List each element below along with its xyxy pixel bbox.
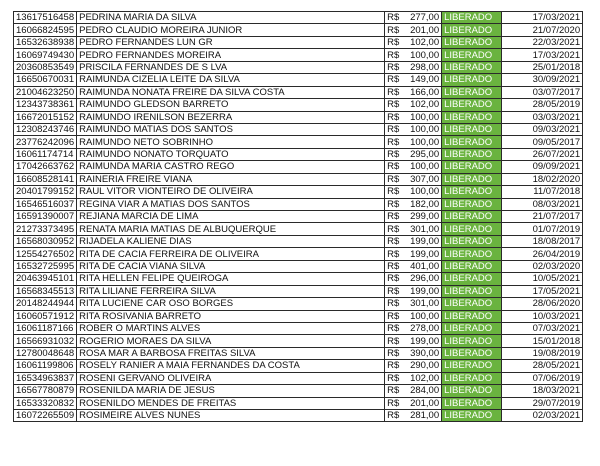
table-row: [14, 173, 583, 185]
value-cell: 298,00: [403, 61, 442, 73]
name-cell: PRISCILA FERNANDES DE S LVA: [77, 61, 385, 73]
table-row: [14, 285, 583, 297]
status-badge: LIBERADO: [442, 12, 502, 24]
name-cell: RAIMUNDO NONATO TORQUATO: [77, 148, 385, 160]
cpf-cell: 16061187166: [14, 322, 77, 334]
name-cell: RENATA MARIA MATIAS DE ALBUQUERQUE: [77, 223, 385, 235]
table-row: [14, 111, 583, 123]
table-row: [14, 74, 583, 86]
name-cell: RAINERIA FREIRE VIANA: [77, 173, 385, 185]
value-cell: 149,00: [403, 74, 442, 86]
date-cell: 17/03/2021: [502, 49, 583, 61]
value-cell: 281,00: [403, 410, 442, 422]
date-cell: 28/06/2020: [502, 298, 583, 310]
value-cell: 102,00: [403, 36, 442, 48]
status-badge: LIBERADO: [442, 335, 502, 347]
currency-cell: R$: [385, 211, 404, 223]
value-cell: 166,00: [403, 86, 442, 98]
date-cell: 09/09/2021: [502, 161, 583, 173]
status-badge: LIBERADO: [442, 123, 502, 135]
currency-cell: R$: [385, 136, 404, 148]
cpf-cell: 16672015152: [14, 111, 77, 123]
cpf-cell: 16568345513: [14, 285, 77, 297]
value-cell: 199,00: [403, 335, 442, 347]
cpf-cell: 23776242096: [14, 136, 77, 148]
date-cell: 07/03/2021: [502, 322, 583, 334]
value-cell: 307,00: [403, 173, 442, 185]
name-cell: ROSELY RANIER A MAIA FERNANDES DA COSTA: [77, 360, 385, 372]
status-badge: LIBERADO: [442, 347, 502, 359]
value-cell: 201,00: [403, 24, 442, 36]
name-cell: RITA DE CACIA VIANA SILVA: [77, 260, 385, 272]
value-cell: 100,00: [403, 111, 442, 123]
value-cell: 100,00: [403, 310, 442, 322]
currency-cell: R$: [385, 260, 404, 272]
table-row: [14, 335, 583, 347]
status-badge: LIBERADO: [442, 111, 502, 123]
status-badge: LIBERADO: [442, 285, 502, 297]
name-cell: RAIMUNDO NETO SOBRINHO: [77, 136, 385, 148]
cpf-cell: 12343738361: [14, 99, 77, 111]
status-badge: LIBERADO: [442, 260, 502, 272]
name-cell: ROSENILDO MENDES DE FREITAS: [77, 397, 385, 409]
date-cell: 30/09/2021: [502, 74, 583, 86]
name-cell: PEDRO FERNANDES LUN GR: [77, 36, 385, 48]
status-badge: LIBERADO: [442, 36, 502, 48]
date-cell: 03/03/2021: [502, 111, 583, 123]
date-cell: 01/07/2019: [502, 223, 583, 235]
table-body: [14, 12, 583, 422]
status-badge: LIBERADO: [442, 310, 502, 322]
currency-cell: R$: [385, 61, 404, 73]
currency-cell: R$: [385, 86, 404, 98]
cpf-cell: 16546516037: [14, 198, 77, 210]
date-cell: 18/08/2017: [502, 235, 583, 247]
date-cell: 03/07/2017: [502, 86, 583, 98]
table-row: [14, 248, 583, 260]
cpf-cell: 20148244944: [14, 298, 77, 310]
value-cell: 199,00: [403, 285, 442, 297]
name-cell: PEDRINA MARIA DA SILVA: [77, 12, 385, 24]
name-cell: RITA LUCIENE CAR OSO BORGES: [77, 298, 385, 310]
cpf-cell: 20463945101: [14, 273, 77, 285]
status-badge: LIBERADO: [442, 273, 502, 285]
table-row: [14, 385, 583, 397]
cpf-cell: 16066824595: [14, 24, 77, 36]
name-cell: RIJADELA KALIENE DIAS: [77, 235, 385, 247]
value-cell: 100,00: [403, 123, 442, 135]
cpf-cell: 16072265509: [14, 410, 77, 422]
beneficiary-table: [13, 11, 583, 422]
table-row: [14, 372, 583, 384]
table-row: [14, 310, 583, 322]
status-badge: LIBERADO: [442, 198, 502, 210]
cpf-cell: 16532638938: [14, 36, 77, 48]
name-cell: RAIMUNDA NONATA FREIRE DA SILVA COSTA: [77, 86, 385, 98]
status-badge: LIBERADO: [442, 148, 502, 160]
table-row: [14, 86, 583, 98]
currency-cell: R$: [385, 161, 404, 173]
date-cell: 02/03/2020: [502, 260, 583, 272]
status-badge: LIBERADO: [442, 211, 502, 223]
value-cell: 301,00: [403, 223, 442, 235]
table-row: [14, 49, 583, 61]
table-row: [14, 136, 583, 148]
value-cell: 277,00: [403, 12, 442, 24]
date-cell: 29/07/2019: [502, 397, 583, 409]
value-cell: 296,00: [403, 273, 442, 285]
table-row: [14, 260, 583, 272]
date-cell: 09/03/2021: [502, 123, 583, 135]
status-badge: LIBERADO: [442, 298, 502, 310]
date-cell: 26/04/2019: [502, 248, 583, 260]
table-row: [14, 36, 583, 48]
table-row: [14, 211, 583, 223]
status-badge: LIBERADO: [442, 223, 502, 235]
date-cell: 22/03/2021: [502, 36, 583, 48]
cpf-cell: 16567780879: [14, 385, 77, 397]
date-cell: 28/05/2021: [502, 360, 583, 372]
date-cell: 21/07/2017: [502, 211, 583, 223]
name-cell: REGINA VIAR A MATIAS DOS SANTOS: [77, 198, 385, 210]
table-row: [14, 99, 583, 111]
currency-cell: R$: [385, 186, 404, 198]
table-row: [14, 347, 583, 359]
currency-cell: R$: [385, 99, 404, 111]
name-cell: ROSENI GERVANO OLIVEIRA: [77, 372, 385, 384]
value-cell: 301,00: [403, 298, 442, 310]
date-cell: 10/03/2021: [502, 310, 583, 322]
name-cell: RITA DE CACIA FERREIRA DE OLIVEIRA: [77, 248, 385, 260]
status-badge: LIBERADO: [442, 410, 502, 422]
value-cell: 299,00: [403, 211, 442, 223]
table-row: [14, 360, 583, 372]
name-cell: ROGERIO MORAES DA SILVA: [77, 335, 385, 347]
table-row: [14, 322, 583, 334]
table-row: [14, 61, 583, 73]
currency-cell: R$: [385, 74, 404, 86]
value-cell: 100,00: [403, 186, 442, 198]
value-cell: 278,00: [403, 322, 442, 334]
currency-cell: R$: [385, 111, 404, 123]
name-cell: RAIMUNDO MATIAS DOS SANTOS: [77, 123, 385, 135]
value-cell: 102,00: [403, 372, 442, 384]
status-badge: LIBERADO: [442, 372, 502, 384]
value-cell: 199,00: [403, 248, 442, 260]
value-cell: 199,00: [403, 235, 442, 247]
currency-cell: R$: [385, 273, 404, 285]
date-cell: 18/03/2021: [502, 385, 583, 397]
status-badge: LIBERADO: [442, 235, 502, 247]
date-cell: 19/08/2019: [502, 347, 583, 359]
currency-cell: R$: [385, 248, 404, 260]
table-row: [14, 12, 583, 24]
name-cell: RITA ROSIVANIA BARRETO: [77, 310, 385, 322]
value-cell: 182,00: [403, 198, 442, 210]
currency-cell: R$: [385, 36, 404, 48]
value-cell: 284,00: [403, 385, 442, 397]
status-badge: LIBERADO: [442, 173, 502, 185]
currency-cell: R$: [385, 298, 404, 310]
currency-cell: R$: [385, 410, 404, 422]
cpf-cell: 21004623250: [14, 86, 77, 98]
date-cell: 02/03/2021: [502, 410, 583, 422]
name-cell: RAUL VITOR VIONTEIRO DE OLIVEIRA: [77, 186, 385, 198]
cpf-cell: 16060571912: [14, 310, 77, 322]
currency-cell: R$: [385, 397, 404, 409]
table-row: [14, 123, 583, 135]
cpf-cell: 12780048648: [14, 347, 77, 359]
table-row: [14, 186, 583, 198]
date-cell: 17/05/2021: [502, 285, 583, 297]
value-cell: 290,00: [403, 360, 442, 372]
cpf-cell: 20360853549: [14, 61, 77, 73]
currency-cell: R$: [385, 223, 404, 235]
name-cell: RAIMUNDO IRENILSON BEZERRA: [77, 111, 385, 123]
name-cell: RAIMUNDA MARIA CASTRO REGO: [77, 161, 385, 173]
currency-cell: R$: [385, 360, 404, 372]
date-cell: 18/02/2020: [502, 173, 583, 185]
currency-cell: R$: [385, 198, 404, 210]
status-badge: LIBERADO: [442, 360, 502, 372]
value-cell: 100,00: [403, 136, 442, 148]
currency-cell: R$: [385, 347, 404, 359]
date-cell: 25/01/2018: [502, 61, 583, 73]
cpf-cell: 16566931032: [14, 335, 77, 347]
currency-cell: R$: [385, 12, 404, 24]
table-row: [14, 397, 583, 409]
currency-cell: R$: [385, 285, 404, 297]
name-cell: REJIANA MARCIA DE LIMA: [77, 211, 385, 223]
currency-cell: R$: [385, 173, 404, 185]
name-cell: ROBER O MARTINS ALVES: [77, 322, 385, 334]
status-badge: LIBERADO: [442, 186, 502, 198]
date-cell: 09/05/2017: [502, 136, 583, 148]
cpf-cell: 16608528141: [14, 173, 77, 185]
name-cell: ROSIMEIRE ALVES NUNES: [77, 410, 385, 422]
cpf-cell: 20401799152: [14, 186, 77, 198]
value-cell: 100,00: [403, 49, 442, 61]
value-cell: 401,00: [403, 260, 442, 272]
date-cell: 15/01/2018: [502, 335, 583, 347]
table-row: [14, 198, 583, 210]
cpf-cell: 16533320832: [14, 397, 77, 409]
cpf-cell: 16534963837: [14, 372, 77, 384]
status-badge: LIBERADO: [442, 385, 502, 397]
status-badge: LIBERADO: [442, 86, 502, 98]
cpf-cell: 16061174714: [14, 148, 77, 160]
currency-cell: R$: [385, 123, 404, 135]
date-cell: 11/07/2018: [502, 186, 583, 198]
cpf-cell: 17042663762: [14, 161, 77, 173]
name-cell: ROSENILDA MARIA DE JESUS: [77, 385, 385, 397]
cpf-cell: 16591390007: [14, 211, 77, 223]
date-cell: 17/03/2021: [502, 12, 583, 24]
table-row: [14, 410, 583, 422]
value-cell: 100,00: [403, 161, 442, 173]
currency-cell: R$: [385, 235, 404, 247]
cpf-cell: 16061199806: [14, 360, 77, 372]
name-cell: RITA HELLEN FELIPE QUEIROGA: [77, 273, 385, 285]
cpf-cell: 13617516458: [14, 12, 77, 24]
cpf-cell: 16568030952: [14, 235, 77, 247]
date-cell: 28/05/2019: [502, 99, 583, 111]
value-cell: 295,00: [403, 148, 442, 160]
currency-cell: R$: [385, 24, 404, 36]
currency-cell: R$: [385, 372, 404, 384]
currency-cell: R$: [385, 310, 404, 322]
status-badge: LIBERADO: [442, 322, 502, 334]
table-row: [14, 161, 583, 173]
table-row: [14, 223, 583, 235]
name-cell: RAIMUNDO GLEDSON BARRETO: [77, 99, 385, 111]
table-row: [14, 298, 583, 310]
status-badge: LIBERADO: [442, 397, 502, 409]
name-cell: PEDRO CLAUDIO MOREIRA JUNIOR: [77, 24, 385, 36]
value-cell: 201,00: [403, 397, 442, 409]
status-badge: LIBERADO: [442, 161, 502, 173]
name-cell: PEDRO FERNANDES MOREIRA: [77, 49, 385, 61]
value-cell: 102,00: [403, 99, 442, 111]
date-cell: 26/07/2021: [502, 148, 583, 160]
date-cell: 07/06/2019: [502, 372, 583, 384]
currency-cell: R$: [385, 148, 404, 160]
name-cell: ROSA MAR A BARBOSA FREITAS SILVA: [77, 347, 385, 359]
currency-cell: R$: [385, 335, 404, 347]
status-badge: LIBERADO: [442, 61, 502, 73]
date-cell: 08/03/2021: [502, 198, 583, 210]
name-cell: RITA LILIANE FERREIRA SILVA: [77, 285, 385, 297]
status-badge: LIBERADO: [442, 49, 502, 61]
cpf-cell: 21273373495: [14, 223, 77, 235]
date-cell: 21/07/2020: [502, 24, 583, 36]
date-cell: 10/05/2021: [502, 273, 583, 285]
currency-cell: R$: [385, 385, 404, 397]
status-badge: LIBERADO: [442, 99, 502, 111]
cpf-cell: 12554276502: [14, 248, 77, 260]
name-cell: RAIMUNDA CIZELIA LEITE DA SILVA: [77, 74, 385, 86]
status-badge: LIBERADO: [442, 74, 502, 86]
value-cell: 390,00: [403, 347, 442, 359]
cpf-cell: 16650670031: [14, 74, 77, 86]
table-row: [14, 235, 583, 247]
table-row: [14, 24, 583, 36]
cpf-cell: 12308243746: [14, 123, 77, 135]
status-badge: LIBERADO: [442, 136, 502, 148]
table-row: [14, 273, 583, 285]
table-row: [14, 148, 583, 160]
cpf-cell: 16532725995: [14, 260, 77, 272]
status-badge: LIBERADO: [442, 248, 502, 260]
currency-cell: R$: [385, 49, 404, 61]
cpf-cell: 16069749430: [14, 49, 77, 61]
status-badge: LIBERADO: [442, 24, 502, 36]
currency-cell: R$: [385, 322, 404, 334]
